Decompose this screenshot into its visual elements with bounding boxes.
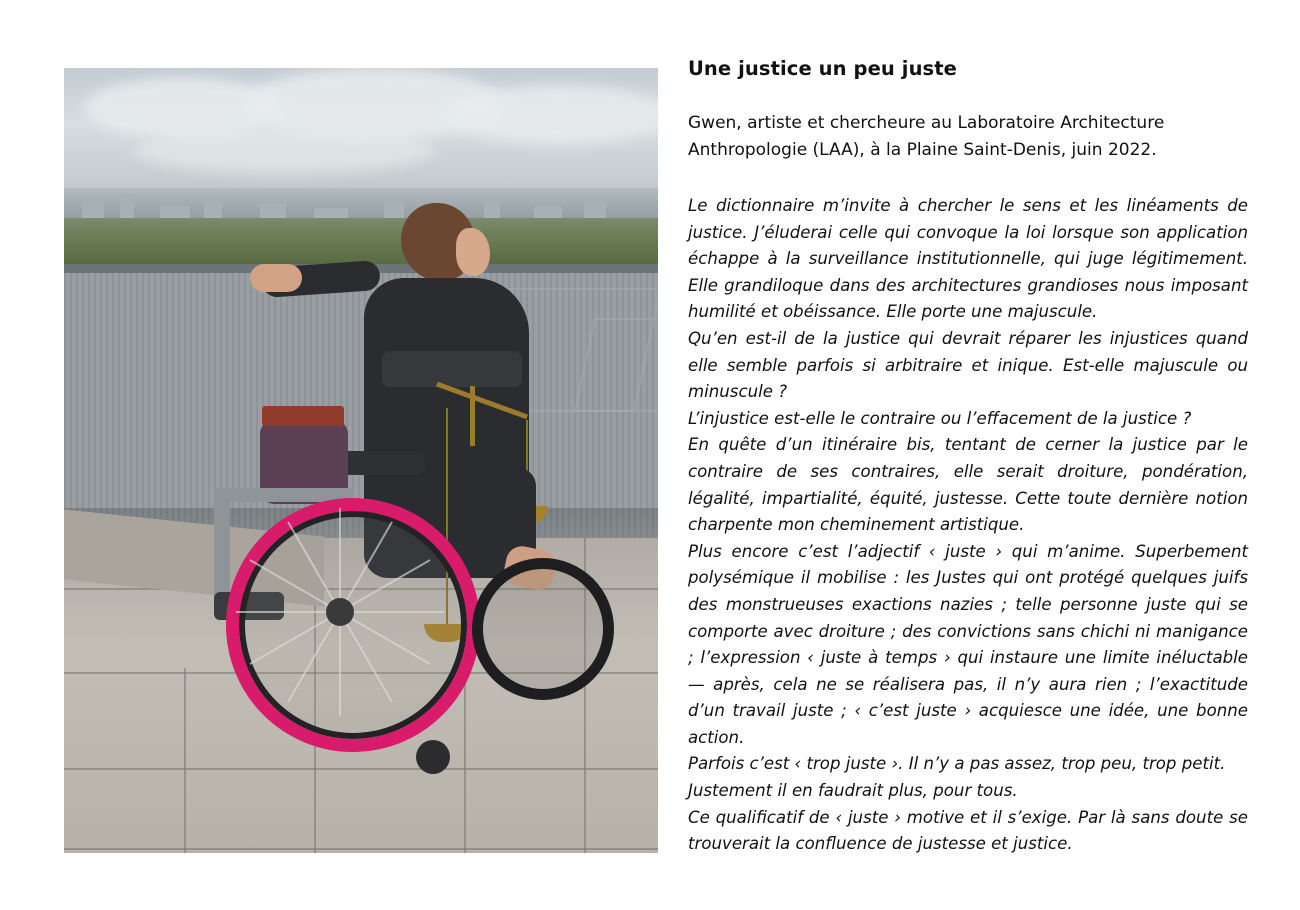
body-text <box>688 193 1248 858</box>
photograph-image <box>64 68 658 853</box>
photograph-figure <box>64 68 658 853</box>
text-column <box>688 0 1248 910</box>
wheel-spoke <box>339 508 341 612</box>
body-paragraph: Plus encore c’est l’adjectif ‹ juste › qui m’anime. Superbement polysémique il mobilise : les Justes qui ont protégé quelques juifs des monstrueuses exactions nazies ; telle personne juste qui se comporte avec droiture ; des convictions sans chichi ni manigance ; l’expression ‹ juste à temps › qui instaure une limite inéluctable — après, cela ne se réalisera pas, il n’y aura rien ; l’exactitude d’un travail juste ; ‹ c’est juste › acquiesce une idée, une bonne action. <box>688 541 1248 747</box>
person-face <box>456 228 490 276</box>
red-book <box>262 406 344 426</box>
body-paragraph: L’injustice est-elle le contraire ou l’effacement de la justice ? <box>688 408 1192 428</box>
body-paragraph: En quête d’un itinéraire bis, tentant de cerner la justice par le contraire de ses contraires, elle serait droiture, pondération, légalité, impartialité, équité, justesse. Cette toute dernière notion charpente mon cheminement artistique. <box>688 435 1248 535</box>
body-paragraph: Le dictionnaire m’invite à chercher le sens et les linéaments de justice. J’éluderai celle qui convoque la loi lorsque son application échappe à la surveillance institutionnelle, qui juge légitimement. Elle grandiloque dans des architectures grandioses nous imposant humilité et obéissance. Elle porte une majuscule. <box>688 196 1248 322</box>
wheelchair-frame <box>214 488 230 598</box>
body-paragraph: Qu’en est-il de la justice qui devrait réparer les injustices quand elle semble parfois si arbitraire et inique. Est-elle majuscule ou minuscule ? <box>688 328 1248 402</box>
intro-paragraph: Gwen, artiste et chercheure au Laboratoire Architecture Anthropologie (LAA), à la Plaine Saint-Denis, juin 2022. <box>688 113 1165 160</box>
paving-joint <box>184 668 186 853</box>
wheel-spoke <box>236 611 340 613</box>
wheelchair-wheel-small <box>472 558 614 700</box>
wheel-spoke <box>339 612 341 716</box>
wheelchair-wheel-large <box>226 498 480 752</box>
wheelchair-caster <box>416 740 450 774</box>
page-title: Une justice un peu juste <box>688 57 958 80</box>
paving-joint <box>64 848 658 850</box>
cloud-shape <box>444 86 658 144</box>
body-paragraph: Parfois c’est ‹ trop juste ›. Il n’y a pas assez, trop peu, trop petit. <box>688 754 1226 774</box>
cloud-shape <box>134 128 434 174</box>
body-paragraph: Ce qualificatif de ‹ juste › motive et il s’exige. Par là sans doute se trouverait la confluence de justesse et justice. <box>688 807 1248 854</box>
wheel-hub <box>326 598 354 626</box>
body-paragraph: Justement il en faudrait plus, pour tous. <box>688 781 1018 801</box>
paving-joint <box>64 768 658 770</box>
wheel-spoke <box>340 611 444 613</box>
raised-hand <box>250 264 302 292</box>
wheelchair-backrest <box>382 351 522 387</box>
